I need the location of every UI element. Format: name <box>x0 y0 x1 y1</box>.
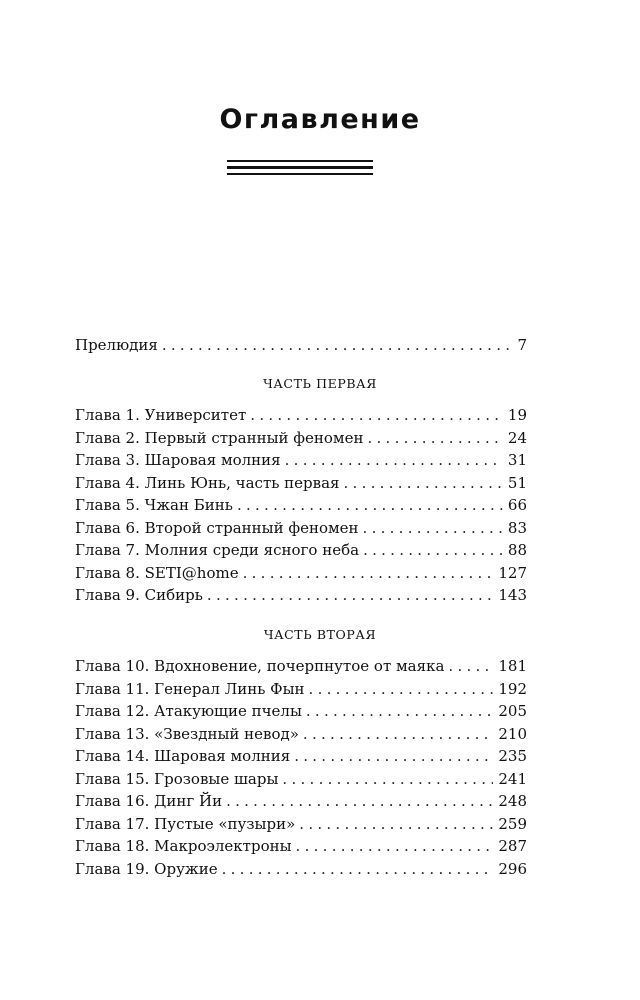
toc-entry-page: 181 <box>498 657 527 675</box>
leader-dots <box>367 427 502 450</box>
toc-entry[interactable] <box>75 655 527 678</box>
toc-entry-page: 241 <box>498 769 527 788</box>
toc-entry-label: Глава 15. Грозовые шары <box>75 769 279 788</box>
toc-entry[interactable] <box>75 494 527 517</box>
toc-entry-label: Прелюдия <box>75 336 158 354</box>
toc-entry-prelude[interactable] <box>75 334 527 357</box>
toc-entry[interactable] <box>75 745 527 768</box>
toc-entry-label: Глава 13. «Звездный невод» <box>75 724 299 743</box>
toc-entry-label: Глава 11. Генерал Линь Фын <box>75 679 305 698</box>
toc-entry-label: Глава 6. Второй странный феномен <box>75 518 359 537</box>
leader-dots <box>250 404 503 427</box>
leader-dots <box>363 517 503 540</box>
toc-entry-label: Глава 9. Сибирь <box>75 586 203 604</box>
leader-dots <box>226 790 493 813</box>
toc-entry-page: 51 <box>507 473 527 492</box>
toc-entry[interactable] <box>75 472 527 495</box>
leader-dots <box>299 813 493 836</box>
title-rule-middle <box>227 166 373 169</box>
toc-entry-page: 192 <box>498 679 527 698</box>
toc-entry[interactable] <box>75 562 527 585</box>
toc-entry-page: 127 <box>498 563 527 582</box>
toc-entry[interactable] <box>75 723 527 746</box>
toc-entry[interactable] <box>75 813 527 836</box>
toc-entry-page: 88 <box>507 541 527 559</box>
toc-entry-page: 259 <box>498 814 527 833</box>
toc-entry-page: 248 <box>498 792 527 810</box>
toc-entry-label: Глава 10. Вдохновение, почерпнутое от маяка <box>75 657 445 675</box>
toc-entry-page: 287 <box>498 837 527 855</box>
toc-entry-label: Глава 5. Чжан Бинь <box>75 496 233 514</box>
toc-entry-page: 66 <box>507 496 527 514</box>
toc-entry-label: Глава 14. Шаровая молния <box>75 747 291 765</box>
leader-dots <box>309 678 494 701</box>
toc-entry[interactable] <box>75 539 527 562</box>
part-two-heading: ЧАСТЬ ВТОРАЯ <box>263 627 377 642</box>
toc-entry-page: 7 <box>517 336 527 354</box>
toc-entry-label: Глава 4. Линь Юнь, часть первая <box>75 473 340 492</box>
leader-dots <box>237 494 503 517</box>
toc-entry-label: Глава 17. Пустые «пузыри» <box>75 814 296 833</box>
toc-entry[interactable] <box>75 768 527 791</box>
toc-entry-page: 296 <box>498 859 527 878</box>
toc-entry-page: 235 <box>498 747 527 765</box>
toc-entry[interactable] <box>75 835 527 858</box>
toc-entry-page: 83 <box>507 518 527 537</box>
leader-dots <box>207 584 493 607</box>
toc-entry-label: Глава 8. SETI@home <box>75 563 239 582</box>
toc-entry-page: 210 <box>498 724 527 743</box>
toc-entry-label: Глава 1. Университет <box>75 406 247 424</box>
leader-dots <box>344 472 503 495</box>
title-rule-bottom <box>227 173 373 175</box>
toc-entry-label: Глава 12. Атакующие пчелы <box>75 702 302 720</box>
part-one-chapter-list <box>75 404 527 607</box>
leader-dots <box>363 539 503 562</box>
leader-dots <box>162 334 513 357</box>
leader-dots <box>285 449 503 472</box>
toc-entry-label: Глава 3. Шаровая молния <box>75 451 281 469</box>
toc-entry[interactable] <box>75 700 527 723</box>
leader-dots <box>282 768 493 791</box>
toc-entry[interactable] <box>75 678 527 701</box>
toc-entry[interactable] <box>75 427 527 450</box>
part-two-chapter-list <box>75 655 527 880</box>
toc-entry-page: 24 <box>507 428 527 447</box>
part-one-heading: ЧАСТЬ ПЕРВАЯ <box>263 376 377 391</box>
toc-entry-page: 19 <box>507 406 527 424</box>
toc-entry-label: Глава 18. Макроэлектроны <box>75 837 292 855</box>
page-title: Оглавление <box>219 104 421 135</box>
toc-entry[interactable] <box>75 790 527 813</box>
leader-dots <box>448 655 493 678</box>
toc-entry-label: Глава 2. Первый странный феномен <box>75 428 364 447</box>
toc-entry[interactable] <box>75 858 527 881</box>
leader-dots <box>294 745 493 768</box>
leader-dots <box>303 723 493 746</box>
toc-entry[interactable] <box>75 584 527 607</box>
toc-entry[interactable] <box>75 404 527 427</box>
toc-entry[interactable] <box>75 449 527 472</box>
toc-entry-label: Глава 7. Молния среди ясного неба <box>75 541 360 559</box>
leader-dots <box>296 835 494 858</box>
title-rule-top <box>227 160 373 162</box>
toc-entry-page: 143 <box>498 586 527 604</box>
toc-entry-label: Глава 16. Динг Йи <box>75 792 223 810</box>
prelude-section <box>75 334 527 357</box>
leader-dots <box>243 562 494 585</box>
toc-entry-label: Глава 19. Оружие <box>75 859 218 878</box>
leader-dots <box>306 700 493 723</box>
leader-dots <box>222 858 494 881</box>
toc-entry-page: 31 <box>507 451 527 469</box>
toc-entry[interactable] <box>75 517 527 540</box>
toc-entry-page: 205 <box>498 702 527 720</box>
